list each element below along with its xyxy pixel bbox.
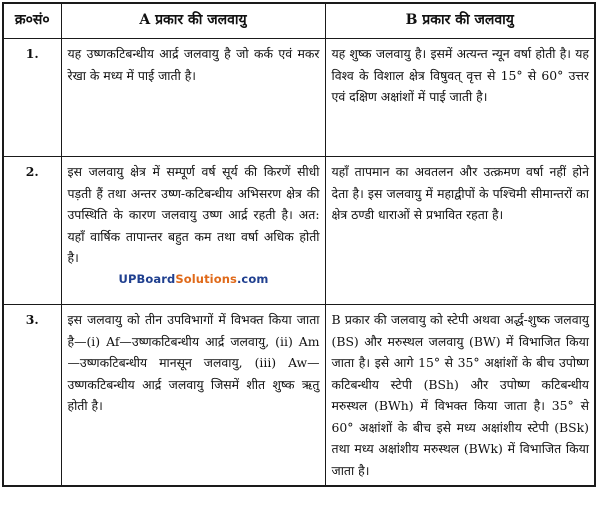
row-type-a-cell: [61, 157, 325, 305]
row-type-a-text: इस जलवायु क्षेत्र में सम्पूर्ण वर्ष सूर्य की किरणें सीधी पड़ती हैं तथा अन्तर उष्ण-कटिबन्धीय अभिसरण क्षेत्र की उपस्थिति के कारण जलवायु उष्ण आर्द्र रहती है। अत: यहाँ वार्षिक तापान्तर बहुत कम तथा वर्षा अधिक होती है।: [67, 164, 320, 265]
row-type-a-text: इस जलवायु को तीन उपविभागों में विभक्त किया जाता है—(i) Af—उष्णकटिबन्धीय आर्द्र जलवायु, (ii) Am—उष्णकटिबन्धीय मानसून जलवायु, (iii) Aw—उष्णकटिबन्धीय आर्द्र जलवायु जिसमें शीत शुष्क ऋतु होती है।: [61, 305, 325, 487]
site-watermark: [68, 270, 320, 288]
row-number: 1.: [3, 39, 61, 157]
row-type-b-text: यह शुष्क जलवायु है। इसमें अत्यन्त न्यून वर्षा होती है। यह विश्व के विशाल क्षेत्र विषुवत् वृत्त से 15° से 60° उत्तर एवं दक्षिण अक्षांशों में पाई जाती है।: [325, 39, 595, 157]
header-serial-number: क्र०सं०: [3, 3, 61, 39]
header-type-a-climate: A प्रकार की जलवायु: [61, 3, 325, 39]
header-row: [3, 3, 595, 39]
watermark-part-com: .com: [236, 271, 269, 286]
table-row: [3, 305, 595, 487]
climate-comparison-table: [2, 2, 596, 487]
table-header: [3, 3, 595, 39]
table-body: [3, 39, 595, 487]
row-number: 3.: [3, 305, 61, 487]
header-type-b-climate: B प्रकार की जलवायु: [325, 3, 595, 39]
row-type-b-text: यहाँ तापमान का अवतलन और उत्क्रमण वर्षा नहीं होने देता है। इस जलवायु में महाद्वीपों के पश्चिमी सीमान्तरों का क्षेत्र ठण्डी धाराओं से प्रभावित रहता है।: [325, 157, 595, 305]
table-row: [3, 157, 595, 305]
watermark-part-up: UP: [118, 271, 137, 286]
table-row: [3, 39, 595, 157]
row-type-a-text: यह उष्णकटिबन्धीय आर्द्र जलवायु है जो कर्क एवं मकर रेखा के मध्य में पाई जाती है।: [61, 39, 325, 157]
row-number: 2.: [3, 157, 61, 305]
row-type-b-text: B प्रकार की जलवायु को स्टेपी अथवा अर्द्ध-शुष्क जलवायु (BS) और मरुस्थल जलवायु (BW) में विभाजित किया जाता है। इसे आगे 15° से 35° अक्षांशों के बीच उपोष्ण कटिबन्धीय स्टेपी (BSh) और उपोष्ण कटिबन्धीय मरुस्थल (BWh) में विभक्त किया जाता है। 35° से 60° अक्षांशों के बीच इसे मध्य अक्षांशीय स्टेपी (BSk) तथा मध्य अक्षांशीय मरुस्थल (BWk) में विभाजित किया जाता है।: [325, 305, 595, 487]
watermark-part-board: Board: [136, 271, 176, 286]
watermark-part-solutions: Solutions: [175, 271, 237, 286]
